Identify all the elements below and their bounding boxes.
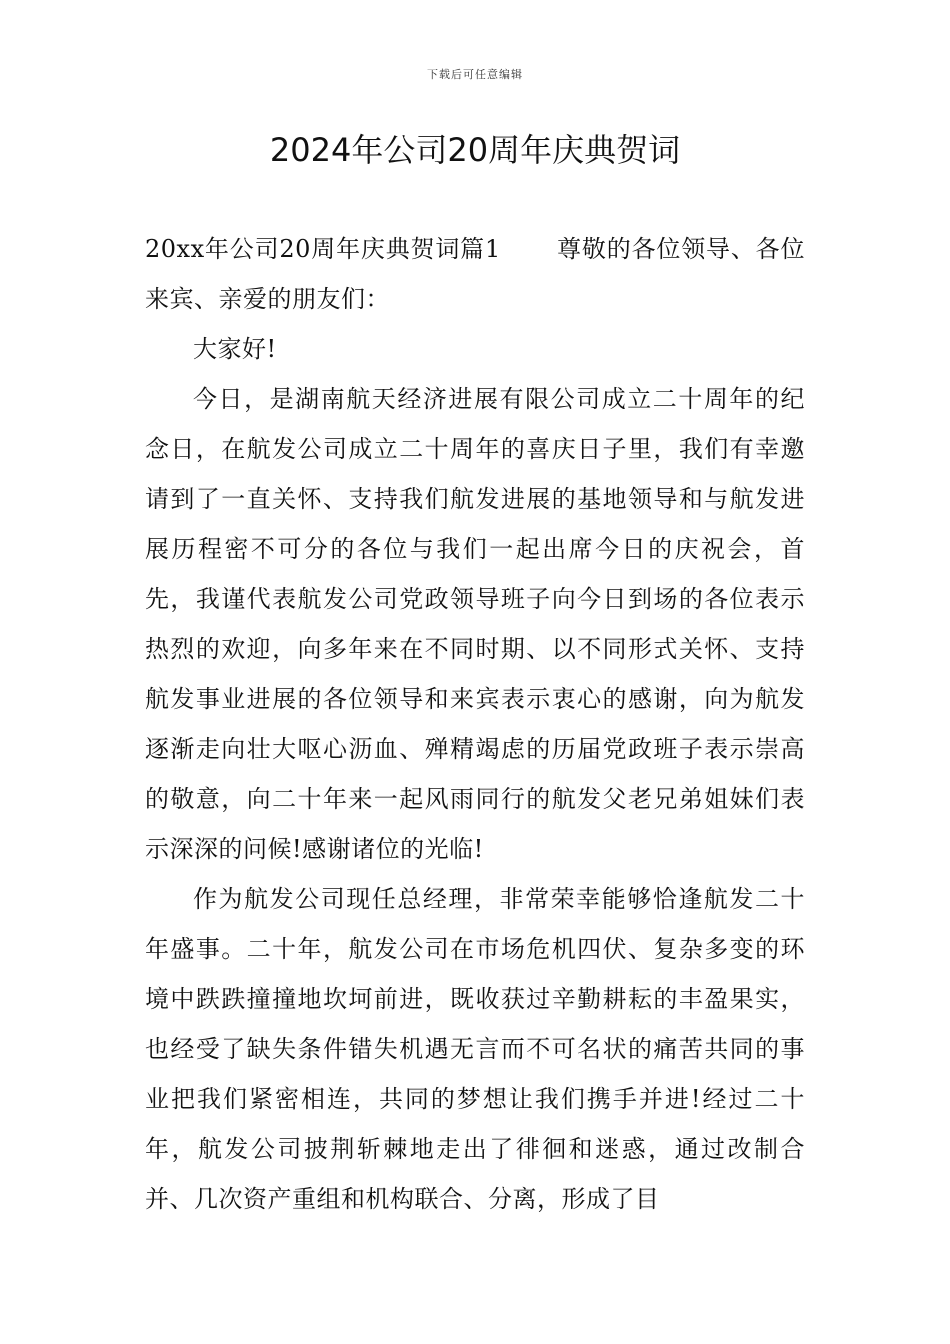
section-heading: 20xx年公司20周年庆典贺词篇1 [145, 235, 501, 263]
salutation: 尊敬的各位领导、各位来宾、亲爱的朋友们： [145, 235, 805, 313]
paragraph-1: 今日，是湖南航天经济进展有限公司成立二十周年的纪念日，在航发公司成立二十周年的喜庆日子里，我们有幸邀请到了一直关怀、支持我们航发进展的基地领导和与航发进展历程密不可分的各位与我们一起出席今日的庆祝会，首先，我谨代表航发公司党政领导班子向今日到场的各位表示热烈的欢迎，向多年来在不同时期、以不同形式关怀、支持航发事业进展的各位领导和来宾表示衷心的感谢，向为航发逐渐走向壮大呕心沥血、殚精竭虑的历届党政班子表示崇高的敬意，向二十年来一起风雨同行的航发父老兄弟姐妹们表示深深的问候!感谢诸位的光临! [145, 385, 805, 863]
paragraph-2: 作为航发公司现任总经理，非常荣幸能够恰逢航发二十年盛事。二十年，航发公司在市场危机四伏、复杂多变的环境中跌跌撞撞地坎坷前进，既收获过辛勤耕耘的丰盈果实，也经受了缺失条件错失机遇无言而不可名状的痛苦共同的事业把我们紧密相连，共同的梦想让我们携手并进!经过二十年，航发公司披荆斩棘地走出了徘徊和迷惑，通过改制合并、几次资产重组和机构联合、分离，形成了目 [145, 885, 805, 1213]
document-body [145, 224, 805, 1224]
document-title: 2024年公司20周年庆典贺词 [269, 131, 681, 169]
header-note: 下载后可任意编辑 [427, 68, 523, 81]
greeting: 大家好! [193, 335, 277, 363]
opening-paragraph [145, 224, 805, 324]
